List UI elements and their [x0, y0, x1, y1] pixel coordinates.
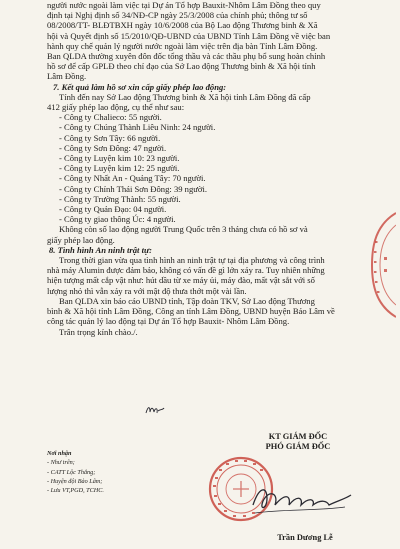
company-worker-count: 55 người. [147, 193, 181, 204]
side-seal-stamp [368, 205, 396, 325]
company-item [47, 173, 365, 183]
company-name: - Công ty Chalieco: [59, 112, 127, 123]
text-line: công tác quản lý lao động tại Dự án Tổ hợp Bauxit- Nhôm Lâm Đồng. [47, 316, 290, 327]
handwritten-signature [245, 475, 357, 523]
company-item [47, 153, 365, 163]
company-item [47, 204, 365, 214]
document-body [47, 0, 365, 337]
company-item [47, 163, 365, 173]
company-name: - Công ty Sơn Đông: [59, 142, 131, 153]
text-line: nhà máy Alumin được đảm bảo, không có vấn đề gì lớn xảy ra. Tuy nhiên những [47, 265, 325, 276]
company-worker-count: 23 người. [146, 153, 180, 164]
text-line: định tại Nghị định số 34/NĐ-CP ngày 25/3/2008 của chính phủ; thông tư số [47, 10, 308, 21]
company-worker-count: 39 người. [173, 183, 208, 194]
recipient-item: - Như trên; [47, 459, 75, 467]
text-line: bình & Xã hội tỉnh Lâm Đồng, Công an tỉnh Lâm Đồng, UBND huyện Bảo Lâm về [47, 306, 335, 317]
text-line: 412 giấy phép lao động, cụ thể như sau: [47, 102, 185, 113]
company-item [47, 214, 365, 224]
company-worker-count: 47 người. [133, 142, 167, 153]
recipient-item: - Huyện đội Bảo Lâm; [47, 477, 103, 485]
section-8-text [47, 255, 365, 296]
section-8-heading: 8. Tình hình An ninh trật tự: [49, 244, 152, 255]
closing-paragraph [47, 296, 365, 327]
text-line: Ban QLDA thường xuyên đôn đốc tổng thầu và các thầu phụ bổ sung hoàn chỉnh [47, 51, 326, 62]
text-line: giấy phép lao động. [47, 234, 115, 245]
text-line: Không còn số lao động người Trung Quốc trên 3 tháng chưa có hồ sơ và [59, 224, 308, 235]
company-worker-count: 25 người. [146, 163, 180, 174]
section-7-heading: 7. Kết quả làm hồ sơ xin cấp giấy phép lao động: [53, 81, 227, 92]
text-line: Tính đến nay Sở Lao động Thương bình & Xã hội tỉnh Lâm Đồng đã cấp [59, 91, 311, 102]
signature-title-line1: KT GIÁM ĐỐC [268, 432, 328, 441]
text-line: lượng nhỏ thì vẫn xảy ra với mật độ thưa thớt một vài lần. [47, 285, 247, 296]
company-item [47, 143, 365, 153]
recipients-title: Nơi nhận [47, 450, 72, 457]
text-line: Ban QLDA xin báo cáo UBND tỉnh, Tập đoàn TKV, Sở Lao động Thương [59, 295, 315, 306]
text-line: hội và Quyết định số 15/2010/QĐ-UBND của UBND Tỉnh Lâm Đồng về việc ban [47, 30, 331, 41]
company-worker-count: 66 người. [127, 132, 161, 143]
text-line: hồ sơ để cấp GPLĐ theo chỉ đạo của Sở Lao động Thương bình & Xã hội tỉnh [47, 61, 316, 72]
company-item [47, 122, 365, 132]
company-worker-count: 24 người. [182, 122, 216, 133]
signer-name: Trần Dương Lễ [277, 533, 333, 542]
recipient-item: - CATT Lộc Thắng; [47, 468, 96, 476]
company-name: - Công ty Luyện kim 10: [59, 153, 145, 164]
company-name: - Công ty Quản Đạo: [59, 204, 132, 215]
company-worker-count: 04 người. [133, 204, 167, 215]
company-worker-count: 55 người. [128, 112, 162, 123]
company-name: - Công ty Sơn Tây: [59, 132, 125, 143]
section-7-intro [47, 92, 365, 112]
paragraph-foreign-workers [47, 0, 365, 82]
company-name: - Công ty Chính Thái Sơn Đông: [59, 183, 172, 194]
company-item [47, 194, 365, 204]
company-worker-count: 70 người. [172, 173, 206, 184]
company-worker-count: 4 người. [146, 214, 176, 225]
text-line: hiện tượng mất cắp vật như: hút dầu từ xe máy ủi, máy đào, mất vật sắt với số [47, 275, 315, 286]
company-name: - Công ty Luyện kim 12: [59, 163, 145, 174]
section-7-closing [47, 224, 365, 244]
regards-line: Trân trọng kính chào./. [59, 326, 138, 337]
text-line: Lâm Đồng. [47, 71, 87, 82]
recipient-item: - Lưu VT,PGD, TCHC. [47, 487, 104, 495]
company-item [47, 112, 365, 122]
company-list [47, 112, 365, 224]
text-line: người nước ngoài làm việc tại Dự án Tổ hợp Bauxit-Nhôm Lâm Đồng theo quy [47, 0, 321, 10]
company-item [47, 184, 365, 194]
company-name: - Công ty Trường Thành: [59, 193, 146, 204]
recipients-block [47, 449, 197, 495]
company-item [47, 133, 365, 143]
text-line: 08/2008/TT- BLĐTBXH ngày 10/6/2008 của Bộ Lao động Thương binh & Xã [47, 20, 318, 31]
initials-signature [144, 404, 166, 416]
company-name: - Công ty Nhất An - Quảng Tây: [59, 173, 171, 184]
text-line: Trong thời gian vừa qua tình hình an ninh trật tự tại địa phương và công trình [59, 255, 325, 266]
signature-title-line2: PHÓ GIÁM ĐỐC [265, 442, 331, 451]
signature-block [238, 432, 358, 452]
company-name: - Công ty Chúng Thành Liêu Ninh: [59, 122, 181, 133]
company-name: - Công ty giao thông Úc: [59, 214, 145, 225]
text-line: hành quy chế quản lý người nước ngoài làm việc trên địa bàn Tỉnh Lâm Đồng. [47, 40, 318, 51]
